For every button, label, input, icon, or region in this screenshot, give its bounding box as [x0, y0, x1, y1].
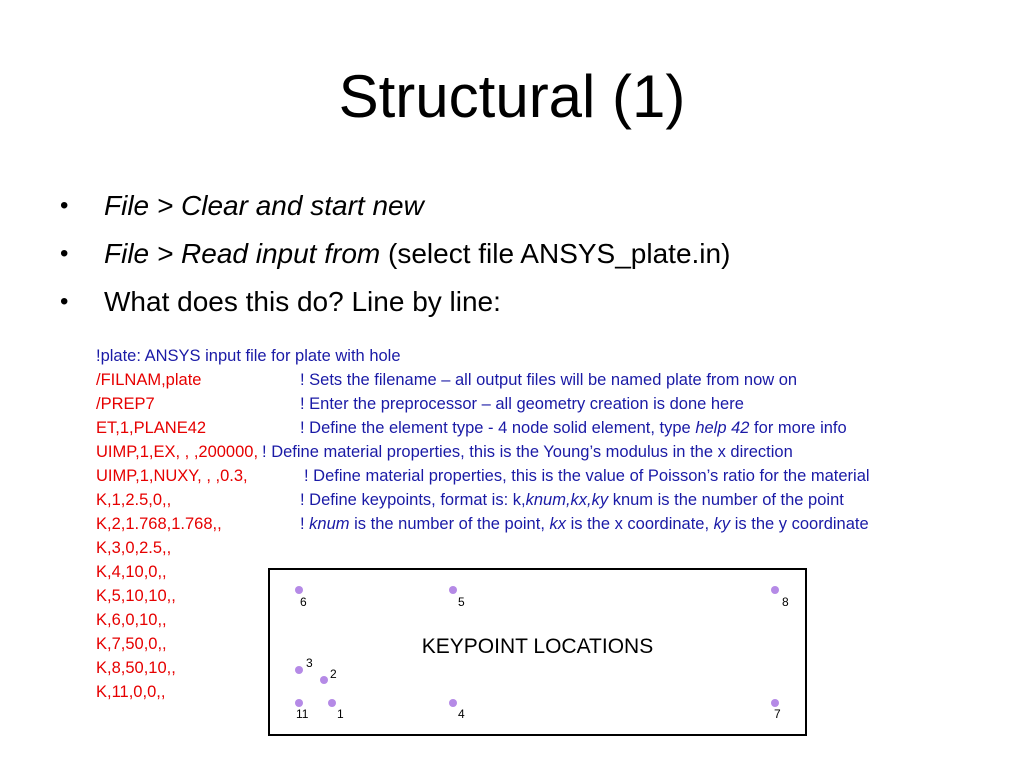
code-comment: ! Define material properties, this is the value of Poisson’s ratio for the material: [304, 467, 870, 485]
code-command: K,6,0,10,,: [96, 611, 167, 629]
bullet-item: [60, 280, 730, 328]
comment-text: is the number of the point,: [349, 515, 550, 533]
keypoint-1-label: 1: [337, 707, 344, 721]
comment-text: !: [300, 515, 310, 533]
code-row: [96, 464, 870, 488]
comment-text: is the y coordinate: [730, 515, 869, 533]
keypoint-diagram-title: KEYPOINT LOCATIONS: [421, 635, 654, 658]
keypoint-8-dot: [771, 586, 779, 594]
comment-emphasis: ky: [713, 515, 731, 533]
code-header-row: [96, 344, 793, 368]
code-command: K,5,10,10,,: [96, 587, 176, 605]
keypoint-8-label: 8: [782, 595, 789, 609]
comment-text: for more info: [749, 419, 847, 437]
code-row: [96, 512, 869, 536]
comment-emphasis: knum,kx,ky: [525, 491, 609, 509]
keypoint-6-dot: [295, 586, 303, 594]
bullet-text: (select file ANSYS_plate.in): [380, 238, 731, 269]
comment-emphasis: kx: [549, 515, 566, 533]
code-comment: ! Enter the preprocessor – all geometry creation is done here: [300, 395, 744, 413]
keypoint-6-label: 6: [300, 595, 307, 609]
keypoint-2-label: 2: [330, 667, 337, 681]
code-comment: ! Define material properties, this is the Young’s modulus in the x direction: [262, 443, 793, 461]
comment-emphasis: help 42: [695, 419, 750, 437]
code-command: K,3,0,2.5,,: [96, 539, 172, 557]
keypoint-1-dot: [328, 699, 336, 707]
code-comment: [300, 488, 844, 512]
code-command: K,8,50,10,,: [96, 659, 176, 677]
code-command: K,4,10,0,,: [96, 563, 167, 581]
code-comment: [300, 512, 869, 536]
code-row: [96, 440, 793, 464]
code-comment: [300, 416, 847, 440]
bullet-list: [60, 184, 730, 328]
code-command: UIMP,1,EX, , ,200000,: [96, 443, 259, 461]
bullet-marker: •: [60, 240, 69, 267]
keypoint-7-label: 7: [774, 707, 781, 721]
code-command: /PREP7: [96, 395, 155, 413]
keypoint-11-dot: [295, 699, 303, 707]
keypoint-5-dot: [449, 586, 457, 594]
keypoint-4-dot: [449, 699, 457, 707]
code-command: /FILNAM,plate: [96, 371, 202, 389]
code-command: K,2,1.768,1.768,,: [96, 515, 222, 533]
keypoint-5-label: 5: [458, 595, 465, 609]
comment-text: is the x coordinate,: [565, 515, 714, 533]
keypoint-diagram: [268, 568, 807, 736]
code-row: [96, 416, 847, 440]
comment-emphasis: knum: [309, 515, 350, 533]
bullet-italic-text: File > Read input from: [104, 238, 381, 269]
keypoint-3-dot: [295, 666, 303, 674]
code-row: [96, 392, 793, 416]
keypoint-3-label: 3: [306, 656, 313, 670]
bullet-item: [60, 232, 730, 280]
code-command: K,1,2.5,0,,: [96, 491, 172, 509]
keypoint-7-dot: [771, 699, 779, 707]
slide-title: Structural (1): [338, 63, 686, 130]
code-command: K,11,0,0,,: [96, 683, 166, 701]
bullet-italic-text: File > Clear and start new: [104, 190, 424, 221]
code-row: [96, 488, 844, 512]
bullet-marker: •: [60, 288, 69, 315]
bullet-marker: •: [60, 192, 69, 219]
keypoint-11-label: 11: [296, 707, 309, 721]
code-command: ET,1,PLANE42: [96, 419, 207, 437]
code-command: K,7,50,0,,: [96, 635, 167, 653]
comment-text: ! Define the element type - 4 node solid element, type: [300, 419, 696, 437]
code-row: [96, 536, 793, 560]
code-comment: ! Sets the filename – all output files will be named plate from now on: [300, 371, 798, 389]
code-header-comment: !plate: ANSYS input file for plate with hole: [96, 347, 401, 365]
code-row: [96, 368, 798, 392]
keypoint-4-label: 4: [458, 707, 465, 721]
comment-text: knum is the number of the point: [608, 491, 844, 509]
code-command: UIMP,1,NUXY, , ,0.3,: [96, 467, 248, 485]
bullet-item: [60, 184, 730, 232]
comment-text: ! Define keypoints, format is: k,: [300, 491, 526, 509]
keypoint-2-dot: [320, 676, 328, 684]
bullet-text: What does this do? Line by line:: [104, 286, 501, 317]
